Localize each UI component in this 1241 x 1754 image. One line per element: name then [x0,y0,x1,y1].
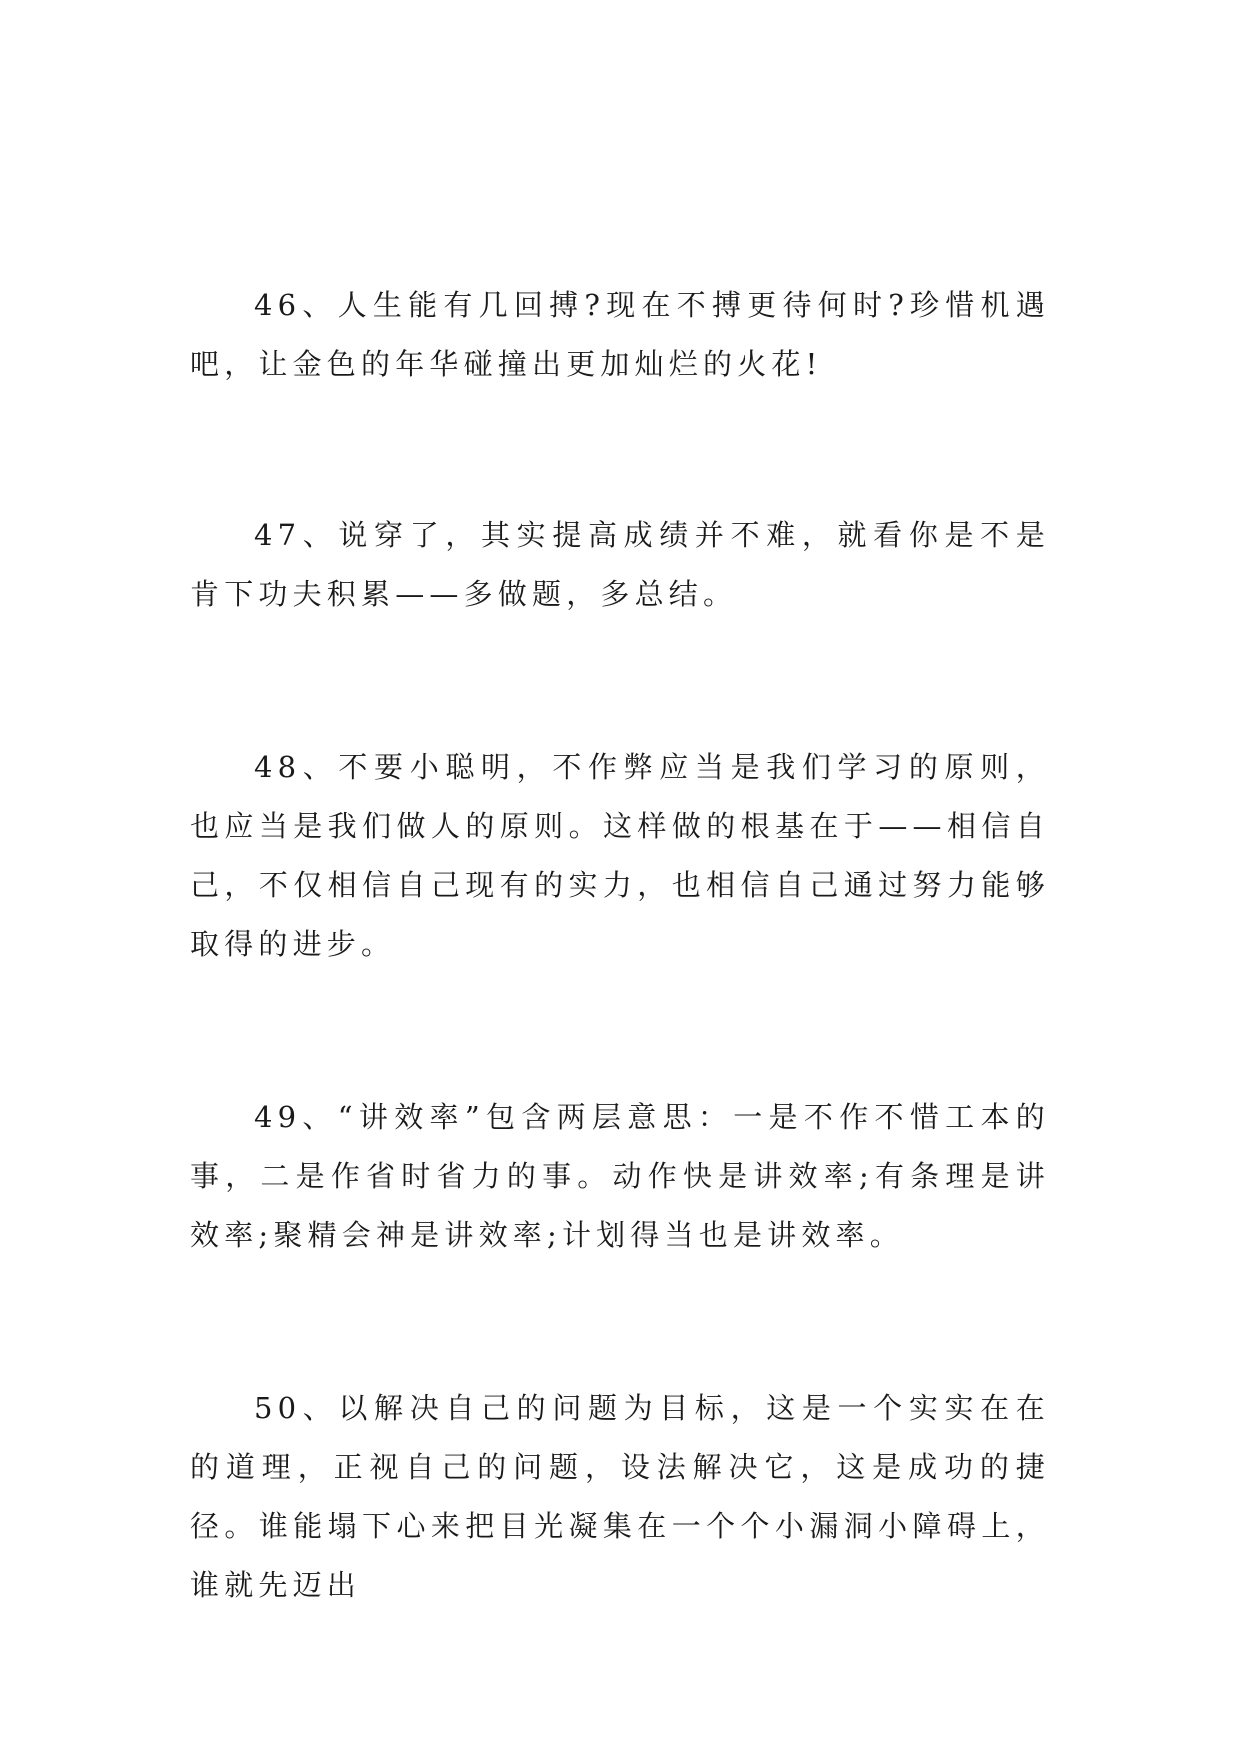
paragraph-50: 50、以解决自己的问题为目标，这是一个实实在在的道理，正视自己的问题，设法解决它，这是成功的捷径。谁能塌下心来把目光凝集在一个个小漏洞小障碍上，谁就先迈出 [190,1391,1050,1602]
paragraph-48: 48、不要小聪明，不作弊应当是我们学习的原则，也应当是我们做人的原则。这样做的根基在于——相信自己，不仅相信自己现有的实力，也相信自己通过努力能够取得的进步。 [190,750,1050,961]
paragraph-49: 49、“讲效率”包含两层意思：一是不作不惜工本的事，二是作省时省力的事。动作快是讲效率;有条理是讲效率;聚精会神是讲效率;计划得当也是讲效率。 [190,1100,1050,1252]
paragraph-47: 47、说穿了，其实提高成绩并不难，就看你是不是肯下功夫积累——多做题，多总结。 [190,518,1050,611]
paragraph-46: 46、人生能有几回搏?现在不搏更待何时?珍惜机遇吧，让金色的年华碰撞出更加灿烂的火花! [190,288,1050,381]
